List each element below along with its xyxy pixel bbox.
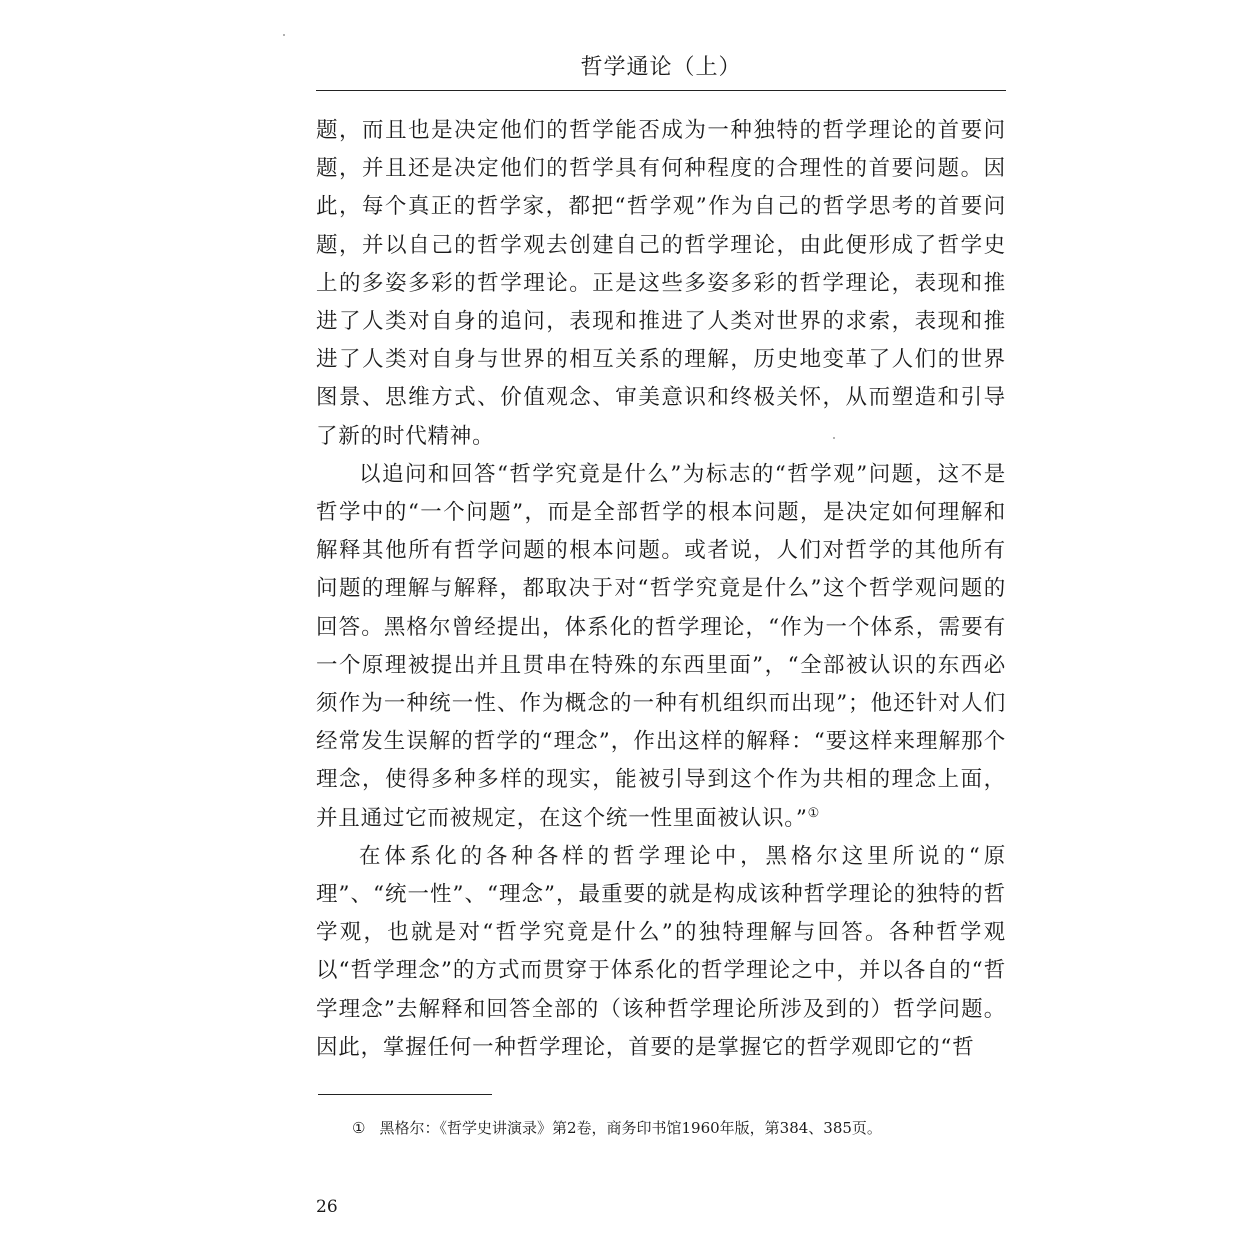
footnote-divider [318,1094,492,1095]
running-header: 哲学通论（上） [316,48,1006,91]
body-text [316,112,1006,1067]
scan-speck [283,34,285,36]
paragraph-1: 题，而且也是决定他们的哲学能否成为一种独特的哲学理论的首要问题，并且还是决定他们的哲学具有何种程度的合理性的首要问题。因此，每个真正的哲学家，都把“哲学观”作为自己的哲学思考的首要问题，并以自己的哲学观去创建自己的哲学理论，由此便形成了哲学史上的多姿多彩的哲学理论。正是这些多姿多彩的哲学理论，表现和推进了人类对自身的追问，表现和推进了人类对世界的求索，表现和推进了人类对自身与世界的相互关系的理解，历史地变革了人们的世界图景、思维方式、价值观念、审美意识和终极关怀，从而塑造和引导了新的时代精神。 [316,118,1006,449]
footnote-text: 黑格尔：《哲学史讲演录》第2卷，商务印书馆1960年版，第384、385页。 [379,1119,882,1137]
footnote [352,1115,1002,1141]
scan-speck [833,437,835,439]
footnote-reference[interactable]: ① [807,805,821,821]
page-number: 26 [316,1197,338,1217]
paragraph-3: 在体系化的各种各样的哲学理论中，黑格尔这里所说的“原理”、“统一性”、“理念”，最重要的就是构成该种哲学理论的独特的哲学观，也就是对“哲学究竟是什么”的独特理解与回答。各种哲学观以“哲学理念”的方式而贯穿于体系化的哲学理论之中，并以各自的“哲学理念”去解释和回答全部的（该种哲学理论所涉及到的）哲学问题。因此，掌握任何一种哲学理论，首要的是掌握它的哲学观即它的“哲 [316,843,1006,1060]
paragraph-2 [316,456,1006,838]
paragraph-2-text: 以追问和回答“哲学究竟是什么”为标志的“哲学观”问题，这不是哲学中的“一个问题”，而是全部哲学的根本问题，是决定如何理解和解释其他所有哲学问题的根本问题。或者说，人们对哲学的其他所有问题的理解与解释，都取决于对“哲学究竟是什么”这个哲学观问题的回答。黑格尔曾经提出，体系化的哲学理论，“作为一个体系，需要有一个原理被提出并且贯串在特殊的东西里面”，“全部被认识的东西必须作为一种统一性、作为概念的一种有机组织而出现”；他还针对人们经常发生误解的哲学的“理念”，作出这样的解释：“要这样来理解那个理念，使得多种多样的现实，能被引导到这个作为共相的理念上面，并且通过它而被规定，在这个统一性里面被认识。” [316,461,1006,831]
footnote-mark: ① [352,1119,366,1137]
